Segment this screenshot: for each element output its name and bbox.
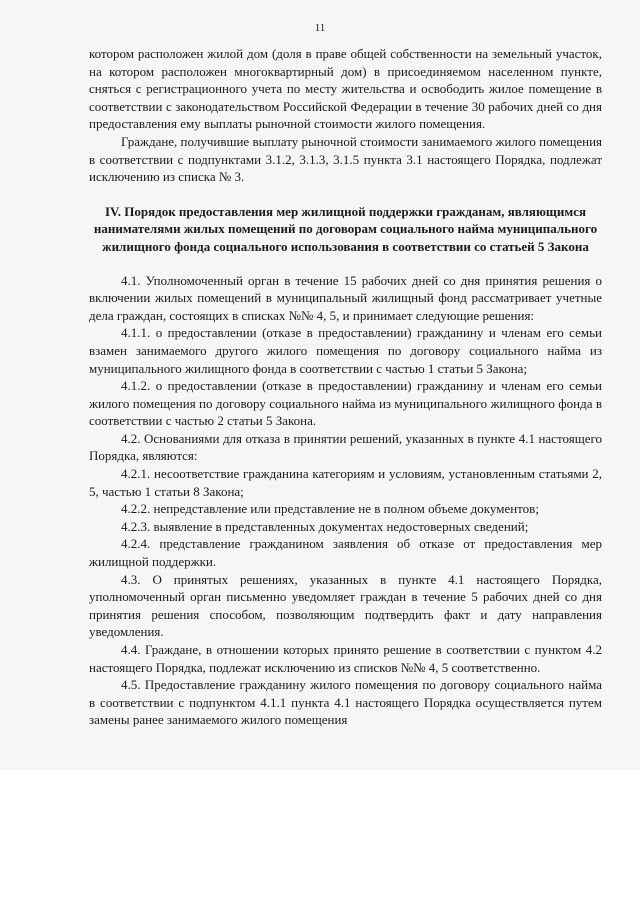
paragraph-4-1-2: 4.1.2. о предоставлении (отказе в предоставлении) гражданину и членам его семьи жилого помещения по договору социального найма из муниципального жилищного фонда в соответствии с частью 2 статьи 5 Закона. <box>89 378 602 429</box>
paragraph-4-1-1: 4.1.1. о предоставлении (отказе в предоставлении) гражданину и членам его семьи взамен занимаемого другого жилого помещения по договору социального найма из муниципального жилищного фонда в соответствии с частью 1 статьи 5 Закона; <box>89 325 602 376</box>
paragraph-4-2-4: 4.2.4. представление гражданином заявления об отказе от предоставления мер жилищной поддержки. <box>89 536 602 570</box>
paragraph-4-2-3: 4.2.3. выявление в представленных документах недостоверных сведений; <box>121 518 529 534</box>
paragraph-4-4: 4.4. Граждане, в отношении которых принято решение в соответствии с пунктом 4.2 настоящего Порядка, подлежат исключению из списков №№ 4, 5 соответственно. <box>89 642 602 675</box>
document-body <box>89 45 602 729</box>
paragraph-4-2: 4.2. Основаниями для отказа в принятии решений, указанных в пункте 4.1 настоящего Порядка, являются: <box>89 430 602 464</box>
paragraph-top-2: Граждане, получившие выплату рыночной стоимости занимаемого жилого помещения в соответствии с подпунктами 3.1.2, 3.1.3, 3.1.5 пункта 3.1 настоящего Порядка, подлежат исключению из списка № 3. <box>89 133 603 185</box>
paragraph-top-1: котором расположен жилой дом (доля в праве общей собственности на земельный участок, на котором расположен многоквартирный дом) в присоединяемом населенном пункте, сняться с регистрационного учета по месту жительства и освободить жилое помещение в соответствии с законодательством Российской Федерации в течение 30 рабочих дней со дня предоставления ему выплаты рыночной стоимости жилого помещения. <box>89 46 602 132</box>
paragraph-4-1: 4.1. Уполномоченный орган в течение 15 рабочих дней со дня принятия решения о включении жилых помещений в муниципальный жилищный фонд рассматривает учетные дела граждан, состоящих в списках №№ 4, 5, и принимает следующие решения: <box>89 272 602 323</box>
paragraph-4-3: 4.3. О принятых решениях, указанных в пункте 4.1 настоящего Порядка, уполномоченный орган письменно уведомляет граждан в течение 5 рабочих дней со дня принятия решения способом, позволяющим подтвердить факт и дату направления уведомления. <box>89 571 602 640</box>
page-number: 11 <box>314 22 326 34</box>
section-title: IV. Порядок предоставления мер жилищной поддержки гражданам, являющимся нанимателями жилых помещений по договорам социального найма муниципального жилищного фонда социального использования в соответствии со статьей 5 Закона <box>93 203 598 254</box>
paragraph-4-2-1: 4.2.1. несоответствие гражданина категориям и условиям, установленным статьями 2, 5, частью 1 статьи 8 Закона; <box>89 466 602 499</box>
paragraph-4-5: 4.5. Предоставление гражданину жилого помещения по договору социального найма в соответствии с подпунктом 4.1.1 пункта 4.1 настоящего Порядка осуществляется путем замены ранее занимаемого жилого помещения <box>89 677 602 728</box>
paragraph-4-2-2: 4.2.2. непредставление или представление не в полном объеме документов; <box>121 501 539 517</box>
